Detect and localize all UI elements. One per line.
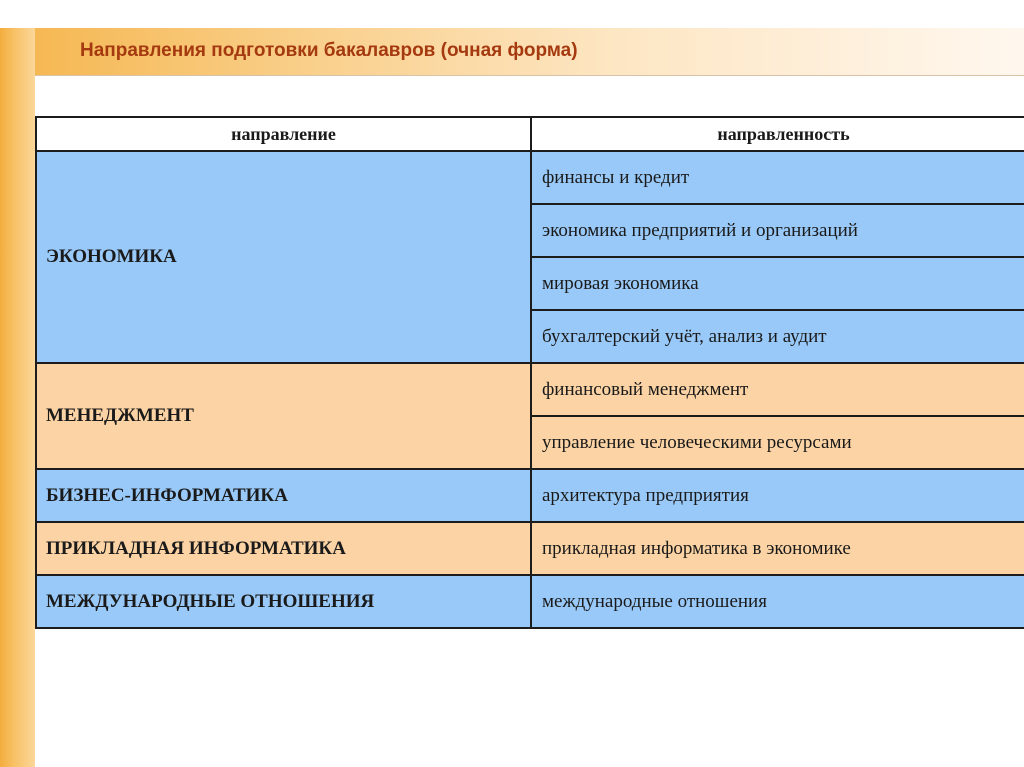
- content-divider: [35, 75, 1024, 76]
- profile-cell: управление человеческими ресурсами: [531, 416, 1024, 469]
- profile-cell: бухгалтерский учёт, анализ и аудит: [531, 310, 1024, 363]
- direction-international-relations: МЕЖДУНАРОДНЫЕ ОТНОШЕНИЯ: [36, 575, 531, 628]
- direction-management: МЕНЕДЖМЕНТ: [36, 363, 531, 469]
- profile-cell: международные отношения: [531, 575, 1024, 628]
- programs-table: [35, 116, 1024, 629]
- profile-cell: мировая экономика: [531, 257, 1024, 310]
- table-row: [36, 575, 1024, 628]
- direction-business-informatics: БИЗНЕС-ИНФОРМАТИКА: [36, 469, 531, 522]
- table-row: [36, 363, 1024, 416]
- profile-cell: экономика предприятий и организаций: [531, 204, 1024, 257]
- top-strip: [0, 0, 1024, 28]
- header-direction: направление: [36, 117, 531, 151]
- slide-title: Направления подготовки бакалавров (очная форма): [80, 40, 578, 61]
- direction-economics: ЭКОНОМИКА: [36, 151, 531, 363]
- direction-applied-informatics: ПРИКЛАДНАЯ ИНФОРМАТИКА: [36, 522, 531, 575]
- profile-cell: финансовый менеджмент: [531, 363, 1024, 416]
- table-row: [36, 469, 1024, 522]
- table-header-row: [36, 117, 1024, 151]
- left-accent-bar: [0, 28, 35, 767]
- profile-cell: прикладная информатика в экономике: [531, 522, 1024, 575]
- profile-cell: финансы и кредит: [531, 151, 1024, 204]
- profile-cell: архитектура предприятия: [531, 469, 1024, 522]
- table-row: [36, 522, 1024, 575]
- table-row: [36, 151, 1024, 204]
- header-profile: направленность: [531, 117, 1024, 151]
